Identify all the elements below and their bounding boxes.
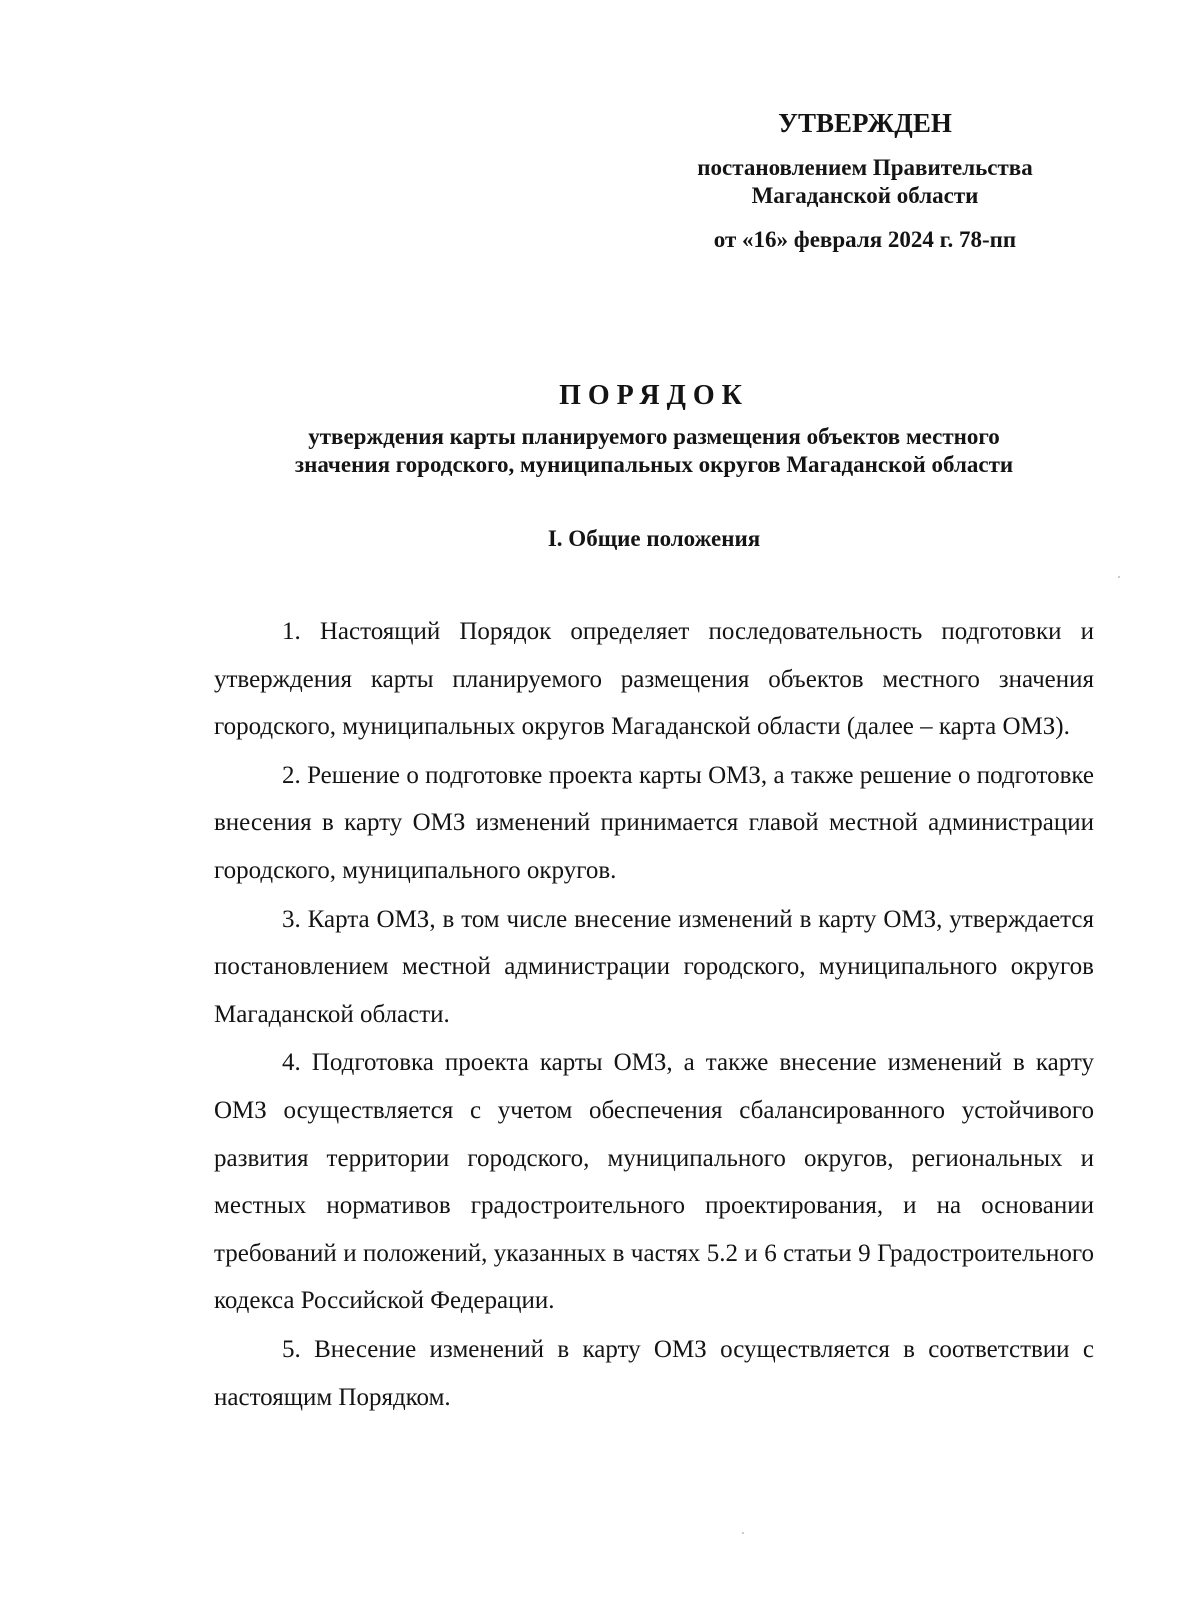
- paragraph-5: 5. Внесение изменений в карту ОМЗ осуществляется в соответствии с настоящим Порядком.: [214, 1335, 1094, 1411]
- scan-speck: [1118, 576, 1120, 578]
- paragraph-1: 1. Настоящий Порядок определяет последовательность подготовки и утверждения карты планируемого размещения объектов местного значения городского, муниципальных округов Магаданской области (далее – карта ОМЗ).: [214, 618, 1094, 741]
- approval-stamp: [640, 106, 1090, 254]
- document-subtitle-line-1: утверждения карты планируемого размещения объектов местного: [308, 424, 1000, 449]
- document-body: [214, 608, 1094, 1422]
- document-subtitle-line-2: значения городского, муниципальных округов Магаданской области: [294, 452, 1014, 477]
- section-title: I. Общие положения: [547, 526, 761, 551]
- approval-line-2: Магаданской области: [751, 183, 979, 208]
- document-subtitle: [160, 423, 1148, 479]
- approval-date: от «16» февраля 2024 г. 78-пп: [713, 227, 1017, 252]
- approval-line-1: постановлением Правительства: [697, 155, 1033, 180]
- paragraph-3: 3. Карта ОМЗ, в том числе внесение изменений в карту ОМЗ, утверждается постановлением местной администрации городского, муниципального округов Магаданской области.: [214, 905, 1094, 1028]
- paragraph-2: 2. Решение о подготовке проекта карты ОМЗ, а также решение о подготовке внесения в карту ОМЗ изменений принимается главой местной администрации городского, муниципального округов.: [214, 761, 1094, 884]
- paragraph-4: 4. Подготовка проекта карты ОМЗ, а также внесение изменений в карту ОМЗ осуществляется с учетом обеспечения сбалансированного устойчивого развития территории городского, муниципального округов, региональных и местных нормативов градостроительного проектирования, и на основании требований и положений, указанных в частях 5.2 и 6 статьи 9 Градостроительного кодекса Российской Федерации.: [214, 1049, 1094, 1315]
- approval-title: УТВЕРЖДЕН: [778, 108, 952, 138]
- scan-speck: [742, 1532, 744, 1534]
- document-title: ПОРЯДОК: [559, 380, 749, 411]
